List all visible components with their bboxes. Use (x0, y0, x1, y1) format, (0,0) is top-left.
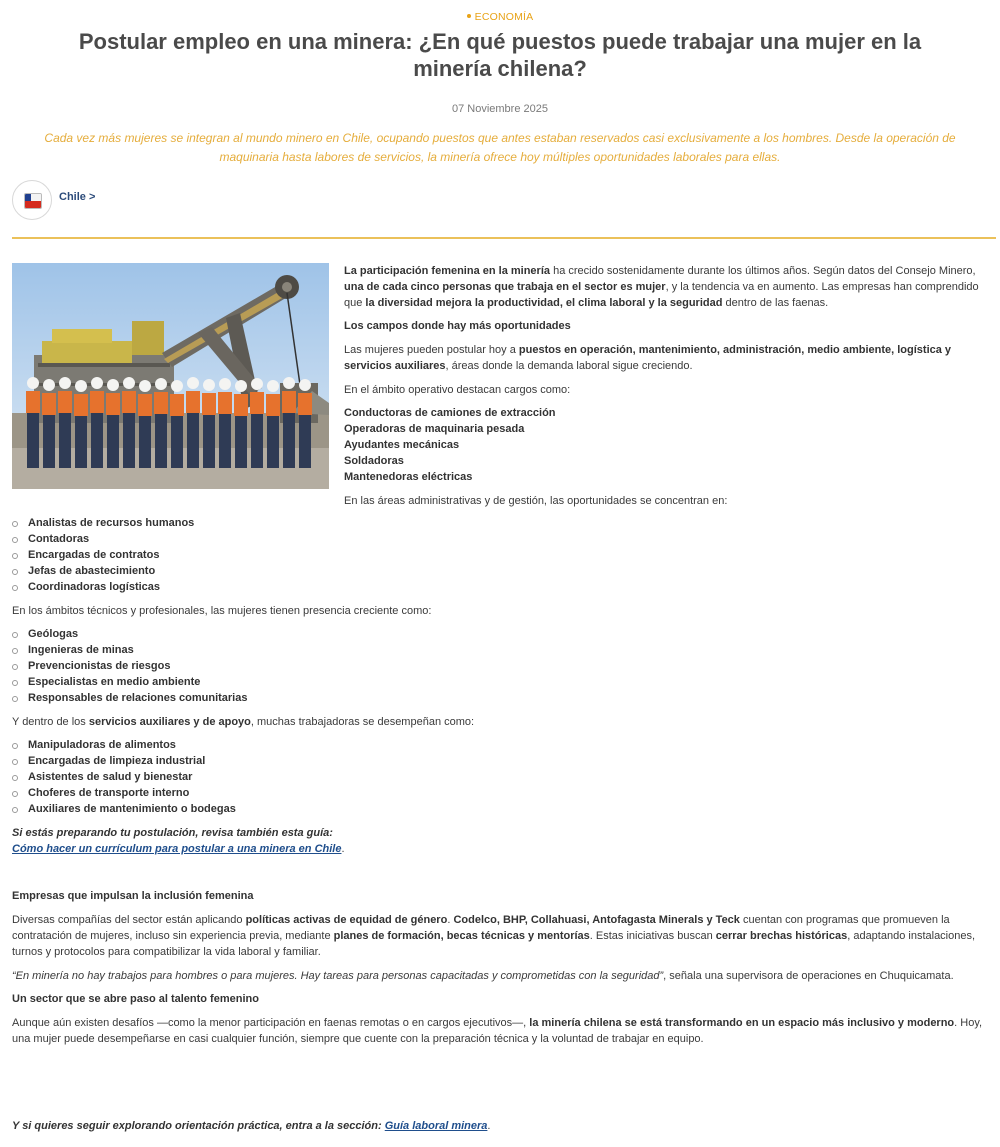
mining-job-guide-link[interactable]: Guía laboral minera (384, 1120, 488, 1132)
mining-workers-illustration (12, 263, 329, 489)
list-item: Jefas de abastecimiento (12, 564, 194, 580)
companies-paragraph: Diversas compañías del sector están aplicando políticas activas de equidad de género. Codelco, BHP, Collahuasi, Antofagasta Minerals y Teck cuentan con programas que promueven la contratación de mujeres, incluso sin experiencia previa, mediante planes de formación, becas técnicas y mentorías. Estas iniciativas buscan cerrar brechas históricas, adaptando instalaciones, turnos y protocolos para compatibilizar la vida laboral y familiar. (12, 914, 976, 958)
list-item: Contadoras (12, 532, 194, 548)
list-item: Ingenieras de minas (12, 643, 247, 659)
article-lead: Cada vez más mujeres se integran al mundo minero en Chile, ocupando puestos que antes estaban reservados casi exclusivamente a los hombres. Desde la operación de maquinaria hasta labores de servicios, la minería ofrece hoy múltiples oportunidades laborales para ellas. (44, 131, 956, 164)
country-link[interactable]: Chile > (59, 191, 96, 203)
list-item: Coordinadoras logísticas (12, 580, 194, 596)
intro-paragraph: La participación femenina en la minería ha crecido sostenidamente durante los últimos años. Según datos del Consejo Minero, una de cada cinco personas que trabaja en el sector es mujer, y la tendencia va en aumento. Las empresas han comprendido que la diversidad mejora la productividad, el clima laboral y la seguridad dentro de las faenas. (344, 265, 979, 309)
list-item: Asistentes de salud y bienestar (12, 770, 236, 786)
guide-callout: Si estás preparando tu postulación, revisa también esta guía: Cómo hacer un currículum para postular a una minera en Chile. (12, 827, 345, 855)
section-heading-companies: Empresas que impulsan la inclusión femenina (12, 890, 254, 902)
list-item: Choferes de transporte interno (12, 786, 236, 802)
list-item: Responsables de relaciones comunitarias (12, 691, 247, 707)
opportunities-paragraph: Las mujeres pueden postular hoy a puestos en operación, mantenimiento, administración, medio ambiente, logística y servicios auxiliares, áreas donde la demanda laboral sigue creciendo. (344, 344, 952, 372)
section-heading-opportunities: Los campos donde hay más oportunidades (344, 320, 571, 332)
list-item: Ayudantes mecánicas (344, 438, 460, 451)
list-item: Manipuladoras de alimentos (12, 738, 236, 754)
supervisor-quote: “En minería no hay trabajos para hombres o para mujeres. Hay tareas para personas capacitadas y comprometidas con la seguridad”, señala una supervisora de operaciones en Chuquicamata. (12, 970, 954, 982)
section-heading-talent: Un sector que se abre paso al talento femenino (12, 993, 259, 1005)
list-item: Encargadas de contratos (12, 548, 194, 564)
article-date: 07 Noviembre 2025 (451, 103, 548, 115)
talent-paragraph: Aunque aún existen desafíos —como la menor participación en faenas remotas o en cargos ejecutivos—, la minería chilena se está transformando en un espacio más inclusivo y moderno. Hoy, una mujer puede desempeñarse en casi cualquier función, siempre que cuente con la preparación técnica y la voluntad de trabajar en equipo. (12, 1017, 983, 1045)
list-item: Analistas de recursos humanos (12, 516, 194, 532)
list-item: Soldadoras (344, 454, 404, 467)
list-item: Mantenedoras eléctricas (344, 470, 473, 483)
list-item: Operadoras de maquinaria pesada (344, 422, 525, 435)
list-item: Conductoras de camiones de extracción (344, 407, 556, 419)
auxiliary-intro: Y dentro de los servicios auxiliares y de apoyo, muchas trabajadoras se desempeñan como: (12, 716, 475, 728)
operational-roles-list (344, 405, 992, 484)
article-photo (12, 263, 329, 489)
cv-guide-link[interactable]: Cómo hacer un currículum para postular a una minera en Chile (12, 843, 342, 855)
operational-intro: En el ámbito operativo destacan cargos como: (344, 384, 571, 396)
category-dot-icon (467, 14, 471, 18)
closing-callout: Y si quieres seguir explorando orientación práctica, entra a la sección: Guía laboral minera. (12, 1120, 491, 1132)
chile-flag-icon (24, 193, 42, 209)
list-item: Encargadas de limpieza industrial (12, 754, 236, 770)
auxiliary-roles-list (12, 738, 236, 817)
category-tag[interactable] (0, 9, 1000, 25)
list-item: Auxiliares de mantenimiento o bodegas (12, 802, 236, 818)
list-item: Especialistas en medio ambiente (12, 675, 247, 691)
article-title: Postular empleo en una minera: ¿En qué puestos puede trabajar una mujer en la minería chilena? (78, 29, 922, 81)
country-avatar[interactable] (12, 180, 52, 220)
technical-roles-list (12, 627, 247, 706)
admin-roles-list (12, 516, 194, 595)
list-item: Prevencionistas de riesgos (12, 659, 247, 675)
admin-intro: En las áreas administrativas y de gestión, las oportunidades se concentran en: (344, 495, 728, 507)
section-divider (12, 237, 996, 239)
list-item: Geólogas (12, 627, 247, 643)
technical-intro: En los ámbitos técnicos y profesionales, las mujeres tienen presencia creciente como: (12, 605, 432, 617)
category-label[interactable]: ECONOMÍA (474, 11, 534, 23)
